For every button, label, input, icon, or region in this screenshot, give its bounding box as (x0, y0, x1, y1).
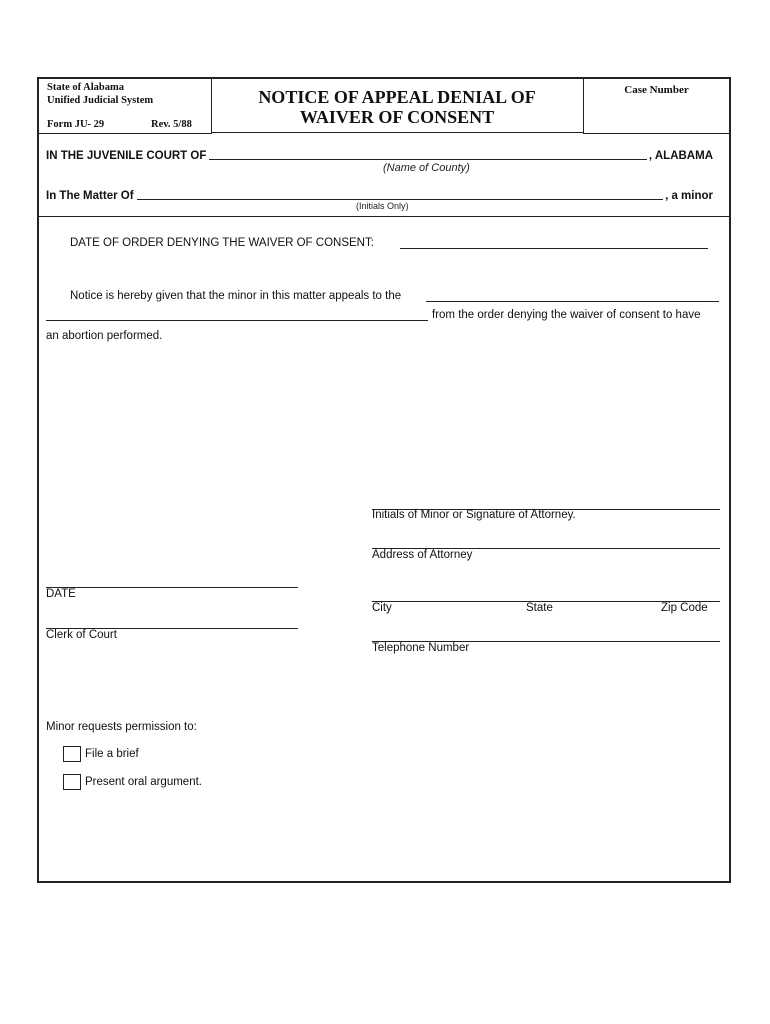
form-title-line1: NOTICE OF APPEAL DENIAL OF (258, 87, 536, 107)
clerk-label: Clerk of Court (46, 629, 117, 641)
oral-argument-checkbox[interactable] (63, 774, 81, 790)
order-date-label: DATE OF ORDER DENYING THE WAIVER OF CONSENT: (70, 237, 374, 249)
initials-input-line[interactable] (137, 187, 664, 200)
notice-text-line3: an abortion performed. (46, 330, 163, 342)
appellate-court-input-line-2[interactable] (46, 308, 428, 321)
order-date-input-line[interactable] (400, 236, 708, 249)
city-state-zip-input-line[interactable] (372, 589, 720, 602)
court-prefix: IN THE JUVENILE COURT OF (46, 150, 207, 162)
telephone-label: Telephone Number (372, 642, 470, 654)
state-label: State of Alabama (47, 82, 124, 93)
matter-suffix: , a minor (665, 190, 713, 202)
county-caption: (Name of County) (383, 162, 470, 174)
notice-text-line2: from the order denying the waiver of consent to have (432, 309, 701, 321)
revision-label: Rev. 5/88 (151, 119, 192, 130)
initials-caption: (Initials Only) (356, 201, 409, 211)
appellate-court-input-line[interactable] (426, 289, 719, 302)
form-number: Form JU- 29 (47, 119, 105, 130)
file-brief-checkbox[interactable] (63, 746, 81, 762)
court-line (46, 146, 713, 162)
date-input-line[interactable] (46, 575, 298, 588)
matter-prefix: In The Matter Of (46, 190, 134, 202)
form-title (211, 79, 583, 133)
court-suffix: , ALABAMA (648, 150, 713, 162)
matter-line (46, 186, 713, 202)
address-input-line[interactable] (372, 536, 720, 549)
zip-label: Zip Code (661, 602, 708, 614)
file-brief-label: File a brief (85, 748, 139, 760)
address-label: Address of Attorney (372, 549, 473, 561)
county-input-line[interactable] (209, 147, 647, 160)
case-number-label: Case Number (624, 84, 689, 96)
telephone-input-line[interactable] (372, 629, 720, 642)
state-field-label: State (526, 602, 553, 614)
form-container (37, 77, 731, 883)
oral-argument-label: Present oral argument. (85, 776, 202, 788)
initials-signature-label: Initials of Minor or Signature of Attorney. (372, 509, 576, 521)
system-label: Unified Judicial System (47, 95, 154, 106)
form-title-line2: WAIVER OF CONSENT (299, 107, 495, 127)
requests-heading: Minor requests permission to: (46, 721, 197, 733)
date-label: DATE (46, 588, 76, 600)
notice-text-line1: Notice is hereby given that the minor in this matter appeals to the (70, 290, 402, 302)
case-number-field[interactable] (583, 79, 729, 134)
section-divider (39, 216, 729, 217)
clerk-signature-line[interactable] (46, 616, 298, 629)
city-label: City (372, 602, 392, 614)
header-left-block (39, 79, 212, 134)
